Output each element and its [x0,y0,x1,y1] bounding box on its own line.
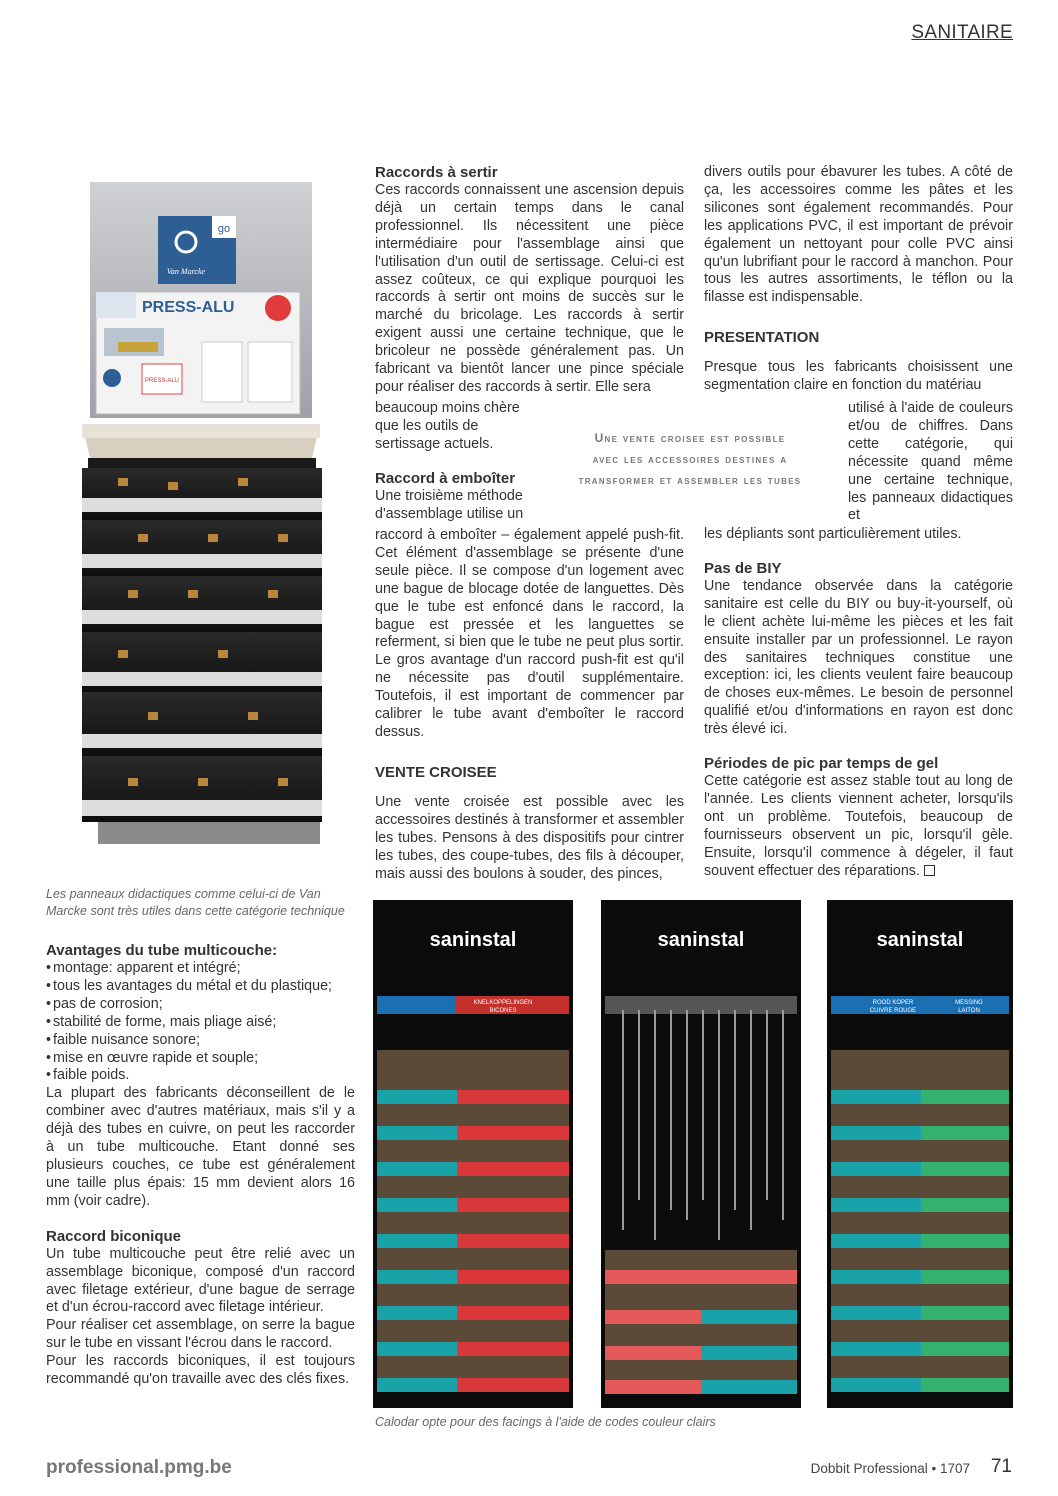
paragraph: utilisé à l'aide de couleurs et/ou de chiffres. Dans cette catégorie, qui nécessite quand même une certaine technique, les panneaux didactiques et [848,400,1013,524]
svg-text:LAITON: LAITON [958,1008,980,1014]
list-item: • mise en œuvre rapide et souple; [46,1050,355,1068]
section-tag: SANITAIRE [911,22,1013,43]
list-item: • tous les avantages du métal et du plastique; [46,978,355,996]
pull-quote-line: avec les accessoires destines a [592,452,788,466]
paragraph: La plupart des fabricants déconseillent de le combiner avec d'autres matériaux, mais s'il y a déjà des tubes en cuivre, on peut les raccorder à un tube multicouche. Etant donné ses plusieurs couches, ce tube est généralement une taille plus épais: 15 mm devient alors 16 mm (voir cadre). [46,1085,355,1209]
saninstal-panel-2 [601,900,801,1408]
left-column [46,942,355,1389]
pull-quote [540,428,840,491]
footer-magazine: Dobbit Professional • 1707 [810,1461,970,1476]
saninstal-panel-3 [827,900,1013,1408]
svg-text:MESSING: MESSING [955,1000,983,1006]
display-photo-saninstal [373,900,1013,1408]
svg-text:saninstal: saninstal [657,929,745,951]
list-item: • faible poids. [46,1067,355,1085]
paragraph: Ces raccords connaissent une ascension depuis déjà un certain temps dans le canal professionnel. Ils nécessitent une pièce intermédiaire pour l'assemblage ainsi que l'utilisation d'un outil de sertissage. Celui-ci est assez coûteux, ce qui explique pourquoi les raccords à sertir ont moins de succès sur le marché du bricolage. Les raccords à sertir exigent aussi une certaine technique, que le bricoleur ne possède généralement pas. Un fabricant va bientôt lancer une pince spéciale pour réaliser des raccords à sertir. Elle sera [375,182,684,395]
paragraph: Cette catégorie est assez stable tout au long de l'année. Les clients viennent acheter, lorsqu'ils ont un problème. Toutefois, beaucoup de fournisseurs observent un pic, lorsqu'il gèle. Ensuite, lorsqu'il commence à dégeler, il faut souvent effectuer des réparations. [704,773,1013,879]
display-photo-van-marcke [78,182,330,858]
svg-text:saninstal: saninstal [429,929,517,951]
paragraph: Pour réaliser cet assemblage, on serre la bague sur le tube en vissant l'écrou dans le raccord. [46,1317,355,1352]
paragraph: les dépliants sont particulièrement utiles. [704,526,962,542]
heading-vente-croisee: VENTE CROISEE [375,763,497,781]
footer-url[interactable]: professional.pmg.be [46,1457,232,1478]
paragraph: beaucoup moins chère que les outils de sertissage actuels. [375,400,520,452]
photo2-caption: Calodar opte pour des facings à l'aide de codes couleur clairs [375,1415,716,1429]
paragraph: Une vente croisée est possible avec les accessoires destinés à transformer et assembler les tubes. Pensons à des dispositifs pour cintrer les tubes, des coupe-tubes, des fils à découper, mais aussi des boulons à souder, des pinces, [375,793,684,882]
photo1-caption: Les panneaux didactiques comme celui-ci de Van Marcke sont très utiles dans cette catégorie technique [46,887,345,918]
saninstal-panel-1 [373,900,573,1408]
list-item: • pas de corrosion; [46,996,355,1014]
paragraph: Une tendance observée dans la catégorie sanitaire est celle du BIY ou buy-it-yourself, où le client achète lui-même les pièces et les fait ensuite installer par un professionnel. Le rayon des sanitaires techniques constitue une exception: ici, les clients veulent faire beaucoup de choses eux-mêmes. Le besoin de personnel qualifié et/ou d'informations en rayon est donc très élevé ici. [704,577,1013,738]
heading-raccords-a-sertir: Raccords à sertir [375,164,498,181]
svg-text:BICONES: BICONES [489,1008,517,1014]
shelves [82,424,322,844]
paragraph: Une troisième méthode d'assemblage utilise un [375,487,524,522]
svg-text:PRESS-ALU: PRESS-ALU [142,299,235,316]
paragraph: divers outils pour ébavurer les tubes. A côté de ça, les accessoires comme les pâtes et les silicones sont également recommandés. Pour les applications PVC, il est important de prévoir également un nettoyant pour colle PVC ainsi qu'un lubrifiant pour le raccord à manchon. Pour tous les autres assortiments, le téflon ou la filasse est indispensable. [704,164,1013,306]
saninstal-illustration [373,900,1013,1408]
middle-column-bottom [375,527,684,883]
list-item: • faible nuisance sonore; [46,1032,355,1050]
list-item: • stabilité de forme, mais pliage aisé; [46,1014,355,1032]
display-illustration [78,182,330,858]
right-column-top [704,164,1013,395]
pull-quote-line: transformer et assembler les tubes [578,473,802,487]
svg-text:PRESS-ALU: PRESS-ALU [144,378,180,384]
heading-raccord-biconique: Raccord biconique [46,1227,182,1245]
svg-text:KNELKOPPELINGEN: KNELKOPPELINGEN [473,1000,533,1006]
paragraph: Pour les raccords biconiques, il est toujours recommandé qu'on travaille avec des clés fixes. [46,1353,355,1388]
svg-text:Van Marcke: Van Marcke [166,267,206,276]
middle-column-top [375,164,684,397]
right-column-bottom [704,526,1013,881]
heading-avantages: Avantages du tube multicouche: [46,942,278,959]
pull-quote-line: Une vente croisee est possible [594,431,786,445]
paragraph: Presque tous les fabricants choisissent une segmentation claire en fonction du matériau [704,359,1013,394]
paragraph: Un tube multicouche peut être relié avec un assemblage biconique, composé d'un raccord avec filetage extérieur, d'une bague de serrage et d'un écrou-raccord avec filetage intérieur. [46,1245,355,1316]
heading-periodes-de-pic: Périodes de pic par temps de gel [704,755,939,773]
svg-text:go: go [217,223,231,235]
list-item: • montage: apparent et intégré; [46,960,355,978]
page-number: 71 [990,1456,1012,1477]
end-mark-icon [924,865,935,876]
middle-column-wrap [375,400,535,524]
paragraph: raccord à emboîter – également appelé push-fit. Cet élément d'assemblage se présente d'une seule pièce. Il se compose d'un logement avec une bague de blocage dotée de languettes. Dès que le tube est enfoncé dans le raccord, la bague est pressée et les languettes se referment, si bien que le tube ne peut plus sortir. Le gros avantage d'un raccord push-fit est qu'il ne nécessite pas d'outil supplémentaire. Toutefois, il est important de commencer par calibrer le tube avant d'emboîter le raccord dessus. [375,527,684,740]
svg-text:ROOD KOPER: ROOD KOPER [872,1000,914,1006]
svg-text:saninstal: saninstal [876,929,964,951]
right-column-wrap [848,400,1013,525]
svg-text:CUIVRE ROUGE: CUIVRE ROUGE [869,1008,917,1014]
heading-pas-de-biy: Pas de BIY [704,559,782,577]
bullet-list [46,960,355,1085]
heading-presentation: PRESENTATION [704,329,820,347]
heading-raccord-a-emboiter: Raccord à emboîter [375,469,516,487]
